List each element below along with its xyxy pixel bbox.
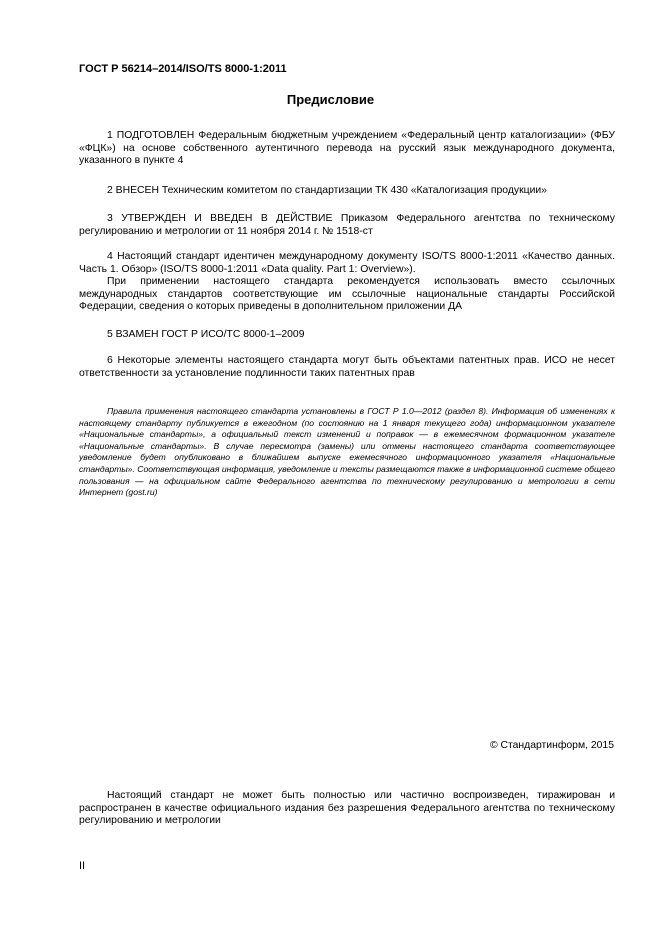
copyright: © Стандартинформ, 2015 — [489, 740, 614, 751]
page-title: Предисловие — [286, 92, 375, 107]
paragraph-6: 6 Некоторые элементы настоящего стандарта могут быть объектами патентных прав. ИСО не несет ответственности за установление подлинности таких патентных прав — [79, 355, 615, 379]
application-rules-note: Правила применения настоящего стандарта установлены в ГОСТ Р 1.0—2012 (раздел 8). Информация об изменениях к настоящему стандарту публикуется в ежегодном (по состоянию на 1 января текущего года) информационном указателе «Национальные стандарты», а официальный текст изменений и поправок — в ежемесячном формационном указателе «Национальные стандарты». В случае пересмотра (замены) или отмены настоящего стандарта соответствующее уведомление будет опубликовано в ближайшем выпуске ежемесячного информационного указателя «Национальные стандарты». Соответствующая информация, уведомление и тексты размещаются также в информационной системе общего пользования — на официальном сайте Федерального агентства по техническому регулированию и метрологии в сети Интернет (gost.ru) — [79, 406, 615, 498]
paragraph-4-continuation: При применении настоящего стандарта рекомендуется использовать вместо ссылочных международных стандартов соответствующие им ссылочные национальные стандарты Российской Федерации, сведения о которых приведены в дополнительном приложении ДА — [79, 276, 615, 312]
document-header: ГОСТ Р 56214–2014/ISO/TS 8000-1:2011 — [79, 63, 287, 75]
page-number: II — [79, 860, 86, 872]
reproduction-notice: Настоящий стандарт не может быть полностью или частично воспроизведен, тиражирован и распространен в качестве официального издания без разрешения Федерального агентства по техническому регулированию и метрологии — [79, 790, 615, 826]
paragraph-5: 5 ВЗАМЕН ГОСТ Р ИСО/ТС 8000-1–2009 — [107, 329, 305, 340]
paragraph-2: 2 ВНЕСЕН Техническим комитетом по стандартизации ТК 430 «Каталогизация продукции» — [107, 185, 547, 196]
paragraph-3: 3 УТВЕРЖДЕН И ВВЕДЕН В ДЕЙСТВИЕ Приказом Федерального агентства по техническому регулированию и метрологии от 11 ноября 2014 г. № 1518-ст — [79, 213, 615, 237]
paragraph-4: 4 Настоящий стандарт идентичен международному документу ISO/TS 8000-1:2011 «Качество данных. Часть 1. Обзор» (ISO/TS 8000-1:2011 «Data quality. Part 1: Overview»). — [79, 251, 615, 275]
paragraph-1: 1 ПОДГОТОВЛЕН Федеральным бюджетным учреждением «Федеральный центр каталогизации» (ФБУ «ФЦК») на основе собственного аутентичного перевода на русский язык международного документа, указанного в пункте 4 — [79, 130, 615, 166]
